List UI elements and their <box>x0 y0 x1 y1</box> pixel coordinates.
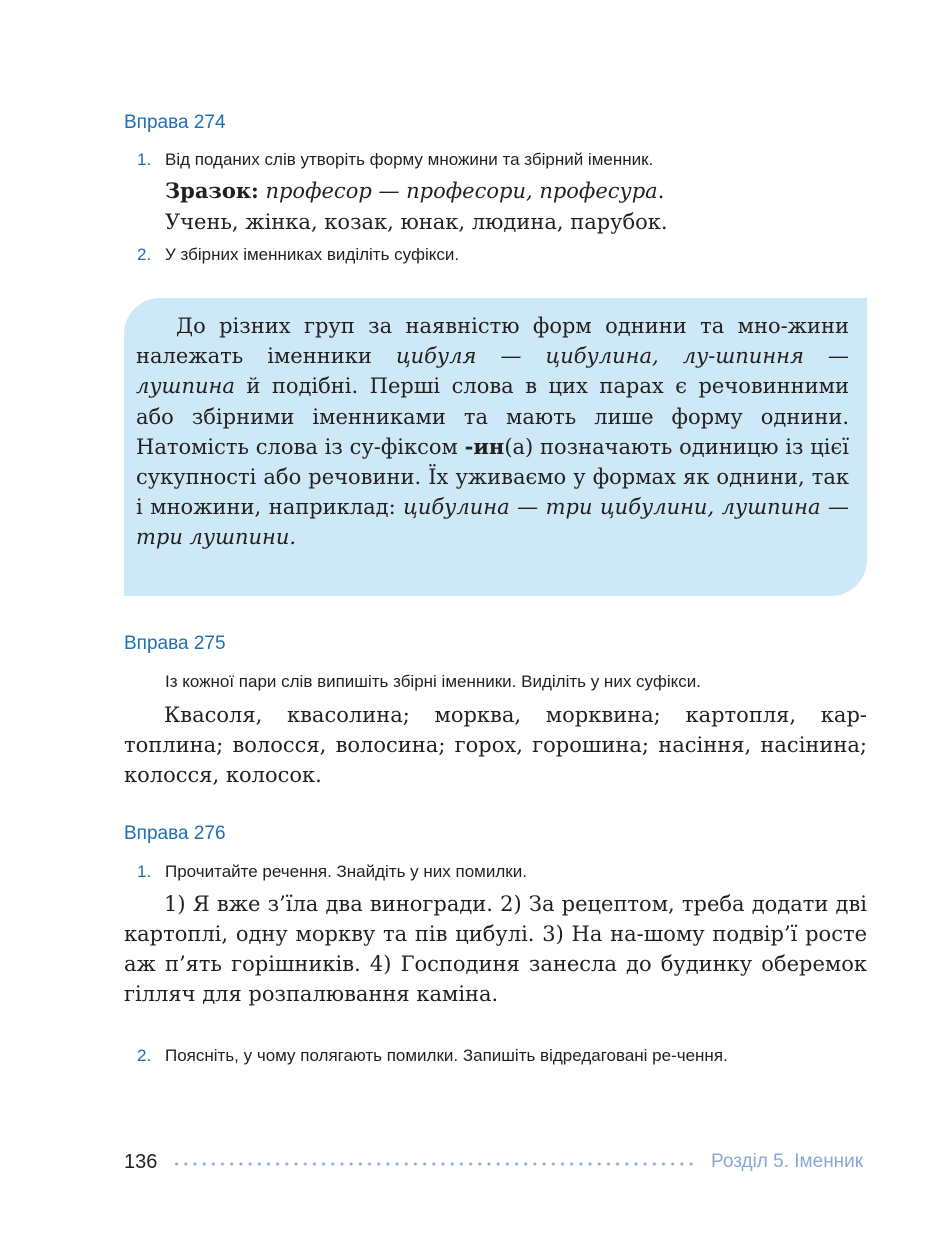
exercise-276-text: 1) Я вже з’їла два виногради. 2) За рецептом, треба додати дві картоплі, одну моркву та пів цибулі. 3) На на-шому подвір’ї росте аж п’ять горішників. 4) Господиня занесла до будинку оберемок гілляч для розпалювання каміна. <box>124 892 867 1006</box>
exercise-276-title: Вправа 276 <box>124 823 226 844</box>
task-text: У збірних іменниках виділіть суфікси. <box>165 245 460 264</box>
rule-box <box>124 298 867 596</box>
exercise-275-instruction: Із кожної пари слів випишіть збірні іменники. Виділіть у них суфікси. <box>165 672 701 691</box>
rule-part: й подібні. Перші слова в цих парах є речовинними або збірними іменниками та мають лише форму однини. Натомість слова із су-фіксом <box>136 374 849 459</box>
rule-example: цибуля — цибулина, лу-шпиння — лушпина <box>136 344 849 399</box>
sample-text: професор — професори, професура <box>265 179 658 203</box>
exercise-274-task-1 <box>137 148 877 172</box>
rule-text <box>136 311 849 553</box>
exercise-275-text: Квасоля, квасолина; морква, морквина; картопля, кар-топлина; волосся, волосина; горох, горошина; насіння, насінина; колосся, колосок. <box>124 703 867 787</box>
task-number: 2. <box>137 245 152 264</box>
rule-example: цибулина — три цибулини, лушпина — три лушпини. <box>136 495 849 550</box>
sample-line <box>165 176 867 206</box>
exercise-276-task-1 <box>137 860 877 884</box>
task-text: Від поданих слів утворіть форму множини та збірний іменник. <box>165 150 654 169</box>
rule-part: До різних груп за наявністю форм однини та мно-жини належать іменники <box>136 314 849 369</box>
exercise-274-task-2 <box>137 243 877 267</box>
task-text: Поясніть, у чому полягають помилки. Запишіть відредаговані ре-чення. <box>165 1046 728 1065</box>
exercise-274-title: Вправа 274 <box>124 112 226 133</box>
task-number: 1. <box>137 862 152 881</box>
task-number: 2. <box>137 1046 152 1065</box>
rule-part: (а) позначають одиницю із цієї сукупності або речовини. Їх уживаємо у формах як однини, так і множини, наприклад: <box>136 434 849 520</box>
section-title: Розділ 5. Іменник <box>711 1151 864 1172</box>
rule-suffix: -ин <box>464 433 505 459</box>
exercise-274-words: Учень, жінка, козак, юнак, людина, парубок. <box>165 210 668 234</box>
footer-dotted-line <box>172 1162 696 1166</box>
task-number: 1. <box>137 150 152 169</box>
sample-end: . <box>657 179 665 203</box>
exercise-276-task-2 <box>137 1044 867 1068</box>
sample-label: Зразок: <box>165 178 259 203</box>
page-number: 136 <box>124 1151 158 1173</box>
task-text: Прочитайте речення. Знайдіть у них помилки. <box>165 862 527 881</box>
exercise-275-title: Вправа 275 <box>124 633 226 654</box>
